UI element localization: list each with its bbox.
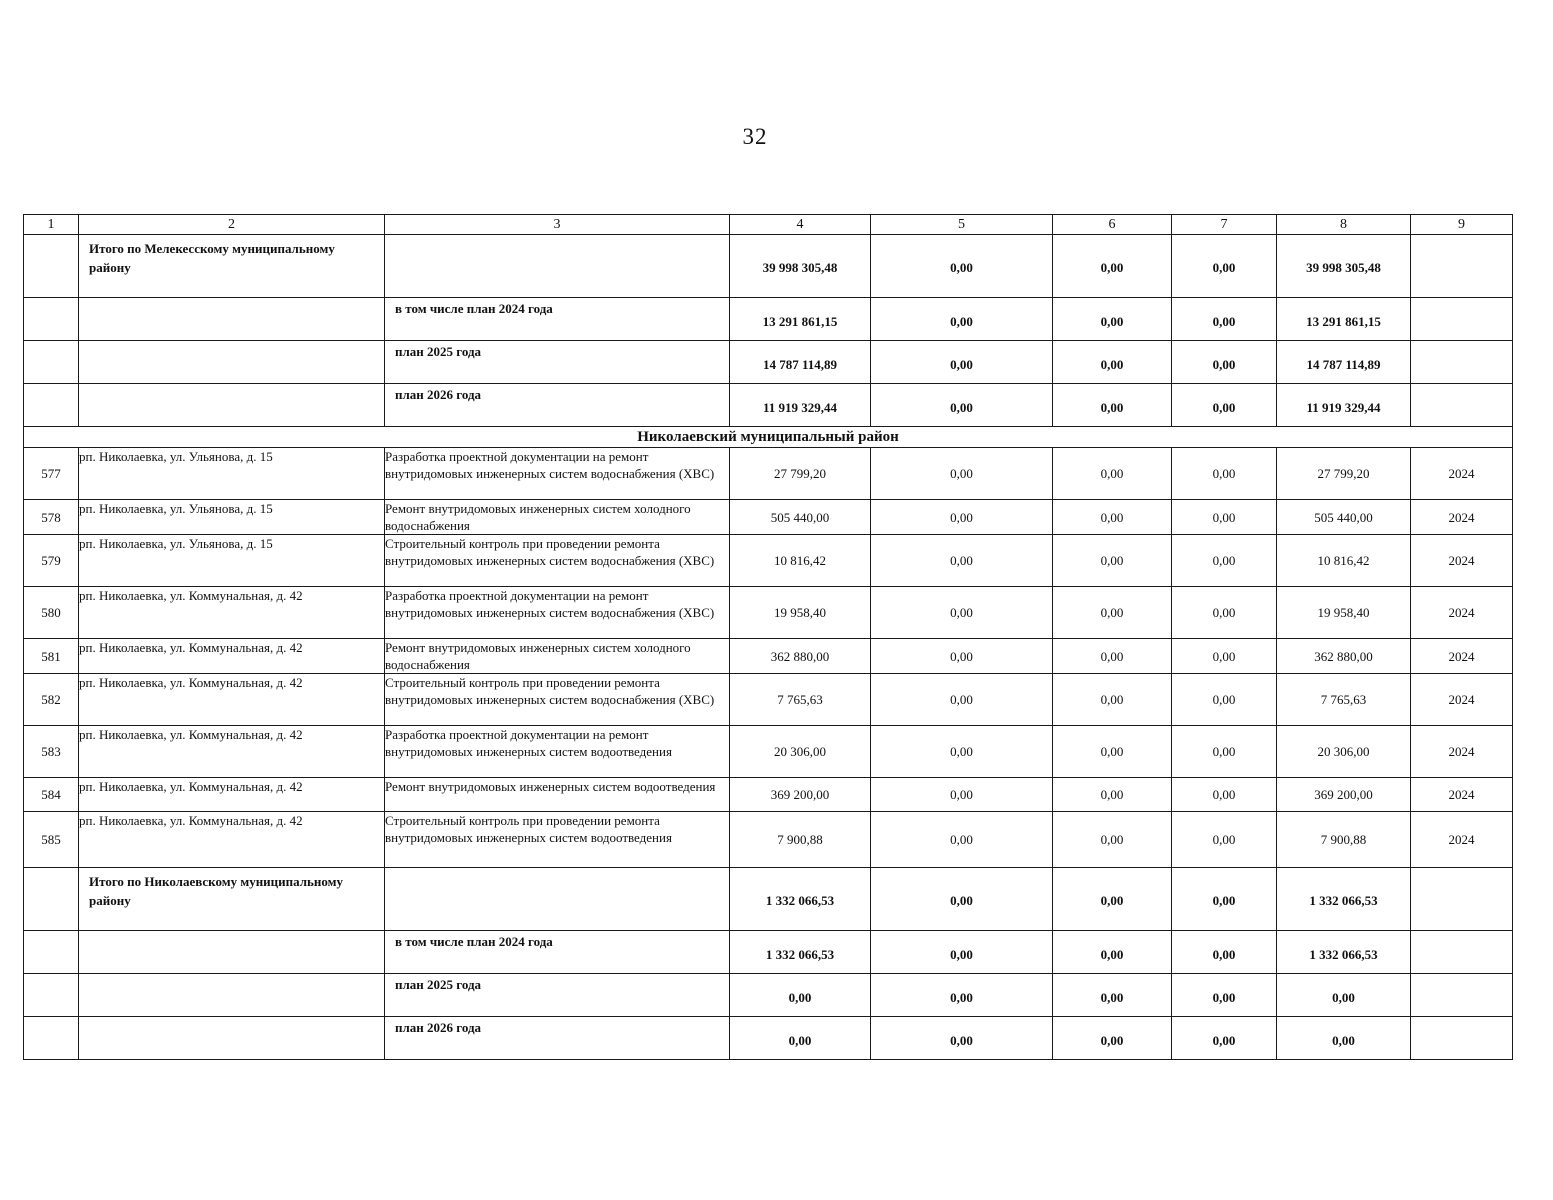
amount-cell: 505 440,00 — [1277, 500, 1411, 535]
amount-cell: 0,00 — [871, 1017, 1053, 1060]
empty-cell — [1411, 384, 1513, 427]
year-cell: 2024 — [1411, 448, 1513, 500]
empty-cell — [24, 235, 79, 298]
amount-cell: 362 880,00 — [1277, 639, 1411, 674]
empty-cell — [24, 931, 79, 974]
column-header: 1 — [24, 215, 79, 235]
year-cell: 2024 — [1411, 587, 1513, 639]
melekess-total-row — [24, 235, 1513, 298]
work-type-cell: Ремонт внутридомовых инженерных систем водоотведения — [385, 778, 730, 812]
address-cell: рп. Николаевка, ул. Коммунальная, д. 42 — [79, 587, 385, 639]
empty-cell — [24, 1017, 79, 1060]
amount-cell: 14 787 114,89 — [730, 341, 871, 384]
amount-cell: 0,00 — [1053, 384, 1172, 427]
amount-cell: 362 880,00 — [730, 639, 871, 674]
amount-cell: 11 919 329,44 — [730, 384, 871, 427]
amount-cell: 1 332 066,53 — [1277, 931, 1411, 974]
nikolaevsky-plan-2026-row — [24, 1017, 1513, 1060]
row-number: 577 — [24, 448, 79, 500]
column-number-header-row — [24, 215, 1513, 235]
plan-label: план 2026 года — [385, 1017, 730, 1060]
amount-cell: 0,00 — [1172, 384, 1277, 427]
amount-cell: 0,00 — [1172, 448, 1277, 500]
amount-cell: 0,00 — [1053, 235, 1172, 298]
amount-cell: 0,00 — [1172, 587, 1277, 639]
amount-cell: 0,00 — [871, 778, 1053, 812]
empty-cell — [24, 868, 79, 931]
amount-cell: 0,00 — [1172, 341, 1277, 384]
amount-cell: 0,00 — [871, 448, 1053, 500]
amount-cell: 0,00 — [1172, 674, 1277, 726]
amount-cell: 0,00 — [871, 384, 1053, 427]
melekess-plan-2025-row — [24, 341, 1513, 384]
year-cell: 2024 — [1411, 639, 1513, 674]
amount-cell: 0,00 — [871, 868, 1053, 931]
amount-cell: 0,00 — [730, 974, 871, 1017]
amount-cell: 0,00 — [871, 500, 1053, 535]
amount-cell: 0,00 — [871, 674, 1053, 726]
empty-cell — [1411, 974, 1513, 1017]
amount-cell: 0,00 — [871, 587, 1053, 639]
empty-cell — [24, 974, 79, 1017]
column-header: 6 — [1053, 215, 1172, 235]
amount-cell: 0,00 — [1053, 587, 1172, 639]
empty-cell — [1411, 341, 1513, 384]
plan-label: план 2026 года — [385, 384, 730, 427]
amount-cell: 11 919 329,44 — [1277, 384, 1411, 427]
amount-cell: 39 998 305,48 — [1277, 235, 1411, 298]
amount-cell: 10 816,42 — [1277, 535, 1411, 587]
amount-cell: 0,00 — [871, 639, 1053, 674]
empty-cell — [79, 384, 385, 427]
amount-cell: 369 200,00 — [1277, 778, 1411, 812]
row-number: 581 — [24, 639, 79, 674]
amount-cell: 0,00 — [871, 235, 1053, 298]
amount-cell: 0,00 — [1172, 535, 1277, 587]
amount-cell: 0,00 — [871, 812, 1053, 868]
page-number: 32 — [742, 124, 768, 149]
empty-cell — [24, 384, 79, 427]
amount-cell: 0,00 — [730, 1017, 871, 1060]
amount-cell: 0,00 — [1053, 341, 1172, 384]
address-cell: рп. Николаевка, ул. Коммунальная, д. 42 — [79, 639, 385, 674]
table-row — [24, 500, 1513, 535]
row-number: 579 — [24, 535, 79, 587]
row-number: 585 — [24, 812, 79, 868]
amount-cell: 13 291 861,15 — [1277, 298, 1411, 341]
melekess-plan-2024-row — [24, 298, 1513, 341]
amount-cell: 0,00 — [1053, 778, 1172, 812]
amount-cell: 1 332 066,53 — [730, 931, 871, 974]
address-cell: рп. Николаевка, ул. Коммунальная, д. 42 — [79, 726, 385, 778]
column-header: 8 — [1277, 215, 1411, 235]
amount-cell: 0,00 — [1053, 931, 1172, 974]
section-header-row — [24, 427, 1513, 448]
amount-cell: 0,00 — [1053, 974, 1172, 1017]
amount-cell: 0,00 — [1172, 868, 1277, 931]
column-header: 3 — [385, 215, 730, 235]
empty-cell — [24, 298, 79, 341]
amount-cell: 0,00 — [1053, 500, 1172, 535]
work-type-cell: Строительный контроль при проведении ремонта внутридомовых инженерных систем водоснабжения (ХВС) — [385, 674, 730, 726]
table-row — [24, 639, 1513, 674]
amount-cell: 0,00 — [1053, 674, 1172, 726]
amount-cell: 0,00 — [1053, 298, 1172, 341]
amount-cell: 0,00 — [1172, 726, 1277, 778]
empty-cell — [1411, 298, 1513, 341]
amount-cell: 0,00 — [1053, 639, 1172, 674]
amount-cell: 0,00 — [871, 726, 1053, 778]
empty-cell — [1411, 1017, 1513, 1060]
address-cell: рп. Николаевка, ул. Коммунальная, д. 42 — [79, 674, 385, 726]
amount-cell: 0,00 — [871, 931, 1053, 974]
empty-cell — [79, 931, 385, 974]
section-title: Николаевский муниципальный район — [24, 427, 1513, 448]
year-cell: 2024 — [1411, 535, 1513, 587]
amount-cell: 20 306,00 — [1277, 726, 1411, 778]
amount-cell: 0,00 — [1172, 974, 1277, 1017]
plan-label: в том числе план 2024 года — [385, 931, 730, 974]
work-type-cell: Ремонт внутридомовых инженерных систем холодного водоснабжения — [385, 500, 730, 535]
melekess-total-label: Итого по Мелекесскому муниципальному району — [79, 235, 385, 298]
row-number: 578 — [24, 500, 79, 535]
row-number: 583 — [24, 726, 79, 778]
amount-cell: 19 958,40 — [1277, 587, 1411, 639]
plan-label: план 2025 года — [385, 974, 730, 1017]
column-header: 5 — [871, 215, 1053, 235]
amount-cell: 0,00 — [1053, 448, 1172, 500]
empty-cell — [1411, 931, 1513, 974]
amount-cell: 13 291 861,15 — [730, 298, 871, 341]
amount-cell: 27 799,20 — [1277, 448, 1411, 500]
table-row — [24, 535, 1513, 587]
work-type-cell: Разработка проектной документации на ремонт внутридомовых инженерных систем водоснабжения (ХВС) — [385, 587, 730, 639]
amount-cell: 19 958,40 — [730, 587, 871, 639]
empty-cell — [24, 341, 79, 384]
nikolaevsky-total-row — [24, 868, 1513, 931]
column-header: 7 — [1172, 215, 1277, 235]
amount-cell: 39 998 305,48 — [730, 235, 871, 298]
amount-cell: 7 765,63 — [1277, 674, 1411, 726]
amount-cell: 0,00 — [1053, 726, 1172, 778]
amount-cell: 0,00 — [1277, 1017, 1411, 1060]
amount-cell: 0,00 — [1172, 812, 1277, 868]
empty-cell — [385, 868, 730, 931]
table-row — [24, 812, 1513, 868]
empty-cell — [79, 974, 385, 1017]
year-cell: 2024 — [1411, 726, 1513, 778]
amount-cell: 1 332 066,53 — [730, 868, 871, 931]
amount-cell: 0,00 — [1172, 931, 1277, 974]
amount-cell: 20 306,00 — [730, 726, 871, 778]
column-header: 4 — [730, 215, 871, 235]
amount-cell: 14 787 114,89 — [1277, 341, 1411, 384]
amount-cell: 0,00 — [1172, 500, 1277, 535]
work-type-cell: Строительный контроль при проведении ремонта внутридомовых инженерных систем водоотведения — [385, 812, 730, 868]
address-cell: рп. Николаевка, ул. Ульянова, д. 15 — [79, 535, 385, 587]
amount-cell: 10 816,42 — [730, 535, 871, 587]
empty-cell — [385, 235, 730, 298]
address-cell: рп. Николаевка, ул. Коммунальная, д. 42 — [79, 778, 385, 812]
work-type-cell: Ремонт внутридомовых инженерных систем холодного водоснабжения — [385, 639, 730, 674]
amount-cell: 505 440,00 — [730, 500, 871, 535]
plan-label: план 2025 года — [385, 341, 730, 384]
amount-cell: 0,00 — [1172, 1017, 1277, 1060]
address-cell: рп. Николаевка, ул. Коммунальная, д. 42 — [79, 812, 385, 868]
amount-cell: 0,00 — [1053, 535, 1172, 587]
work-type-cell: Разработка проектной документации на ремонт внутридомовых инженерных систем водоснабжения (ХВС) — [385, 448, 730, 500]
amount-cell: 369 200,00 — [730, 778, 871, 812]
work-type-cell: Строительный контроль при проведении ремонта внутридомовых инженерных систем водоснабжения (ХВС) — [385, 535, 730, 587]
amount-cell: 0,00 — [1277, 974, 1411, 1017]
address-cell: рп. Николаевка, ул. Ульянова, д. 15 — [79, 448, 385, 500]
amount-cell: 0,00 — [871, 974, 1053, 1017]
amount-cell: 27 799,20 — [730, 448, 871, 500]
empty-cell — [79, 1017, 385, 1060]
melekess-plan-2026-row — [24, 384, 1513, 427]
amount-cell: 7 900,88 — [730, 812, 871, 868]
amount-cell: 0,00 — [1053, 1017, 1172, 1060]
amount-cell: 0,00 — [1172, 778, 1277, 812]
year-cell: 2024 — [1411, 778, 1513, 812]
nikolaevsky-plan-2025-row — [24, 974, 1513, 1017]
amount-cell: 0,00 — [1172, 235, 1277, 298]
amount-cell: 0,00 — [871, 341, 1053, 384]
empty-cell — [79, 341, 385, 384]
row-number: 580 — [24, 587, 79, 639]
address-cell: рп. Николаевка, ул. Ульянова, д. 15 — [79, 500, 385, 535]
empty-cell — [1411, 868, 1513, 931]
plan-label: в том числе план 2024 года — [385, 298, 730, 341]
empty-cell — [1411, 235, 1513, 298]
empty-cell — [79, 298, 385, 341]
table-row — [24, 448, 1513, 500]
year-cell: 2024 — [1411, 812, 1513, 868]
nikolaevsky-plan-2024-row — [24, 931, 1513, 974]
amount-cell: 0,00 — [1053, 812, 1172, 868]
table-row — [24, 778, 1513, 812]
year-cell: 2024 — [1411, 674, 1513, 726]
row-number: 582 — [24, 674, 79, 726]
amount-cell: 7 900,88 — [1277, 812, 1411, 868]
year-cell: 2024 — [1411, 500, 1513, 535]
amount-cell: 0,00 — [1172, 298, 1277, 341]
column-header: 9 — [1411, 215, 1513, 235]
amount-cell: 0,00 — [1053, 868, 1172, 931]
amount-cell: 7 765,63 — [730, 674, 871, 726]
amount-cell: 0,00 — [1172, 639, 1277, 674]
table-row — [24, 587, 1513, 639]
amount-cell: 0,00 — [871, 298, 1053, 341]
table-row — [24, 726, 1513, 778]
amount-cell: 0,00 — [871, 535, 1053, 587]
column-header: 2 — [79, 215, 385, 235]
nikolaevsky-total-label: Итого по Николаевскому муниципальному району — [79, 868, 385, 931]
table-row — [24, 674, 1513, 726]
row-number: 584 — [24, 778, 79, 812]
capital-repair-table — [23, 214, 1513, 1060]
work-type-cell: Разработка проектной документации на ремонт внутридомовых инженерных систем водоотведения — [385, 726, 730, 778]
amount-cell: 1 332 066,53 — [1277, 868, 1411, 931]
